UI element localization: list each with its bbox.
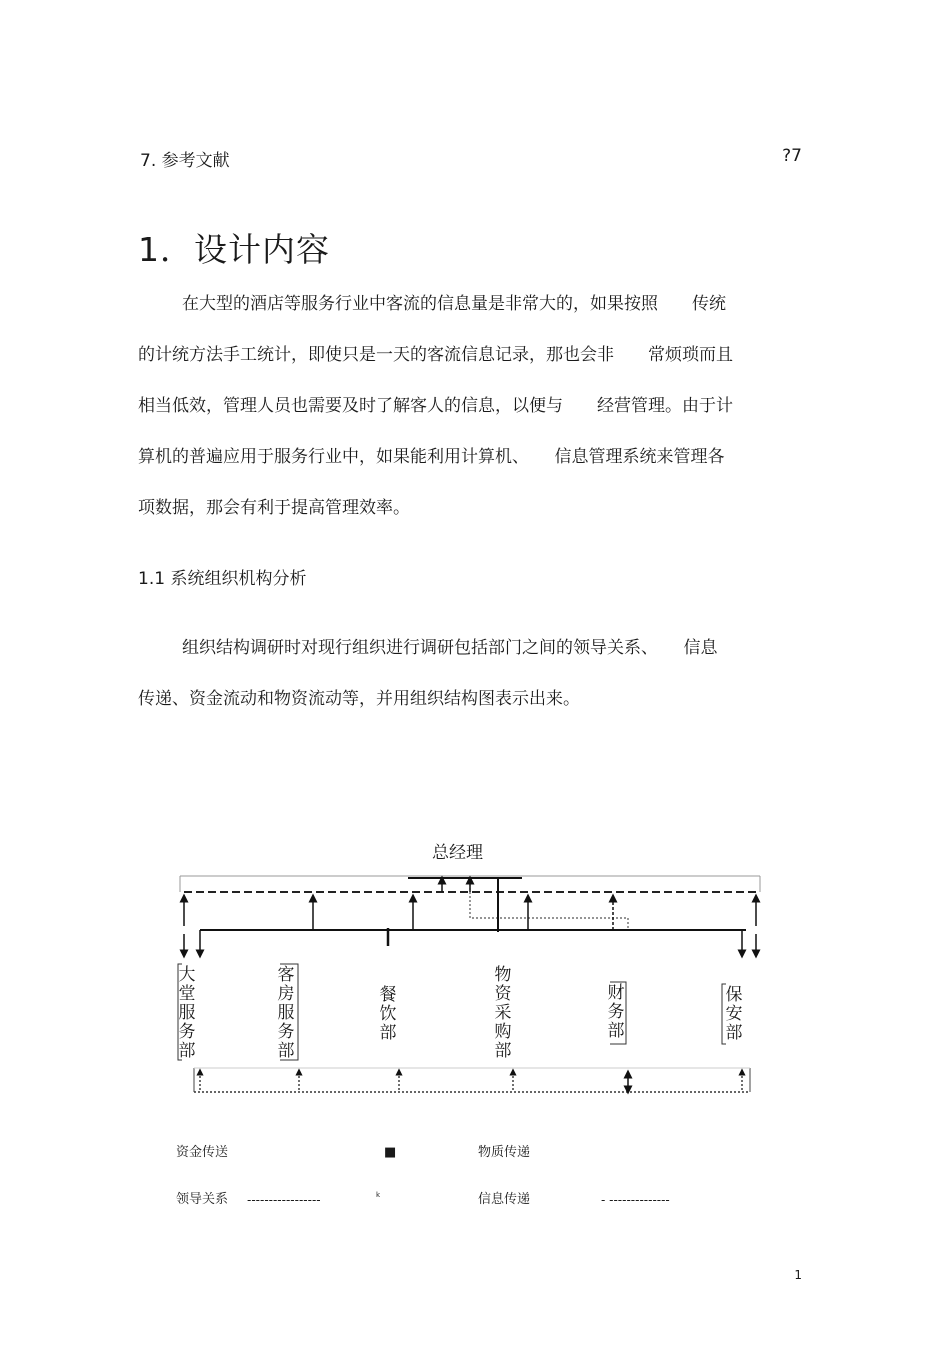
intro-line-4: 算机的普遍应用于服务行业中，如果能利用计算机、 信息管理系统来管理各 [138,447,725,467]
dept-security: 保安部 [725,985,743,1043]
toc-title: 7. 参考文献 [140,151,230,171]
org-chart-diagram [170,868,770,1100]
subsection-title: 1.1 系统组织机构分析 [138,569,307,589]
toc-entry [140,146,802,170]
dept-finance: 财务部 [607,983,625,1041]
dept-purchasing: 物资采购部 [494,965,512,1061]
toc-page-number: ?7 [782,146,802,166]
legend-money: 资金传送 [176,1145,229,1160]
org-chart-root: 总经理 [432,843,483,863]
dept-catering: 餐饮部 [379,985,397,1043]
page-number: 1 [794,1268,802,1282]
legend-money-marker: ■ [384,1145,397,1160]
legend-info-line: - -------------- [601,1193,670,1207]
legend-leadership-mark: k [376,1191,381,1199]
section-title: 1．设计内容 [138,230,330,269]
dept-lobby-service: 大堂服务部 [178,965,196,1061]
legend-material: 物质传递 [478,1145,531,1160]
intro-paragraph [138,279,800,534]
legend-leadership: 领导关系 [176,1192,229,1207]
dept-room-service: 客房服务部 [277,965,295,1061]
intro-line-1: 在大型的酒店等服务行业中客流的信息量是非常大的，如果按照 传统 [182,294,726,314]
legend-leadership-line: ----------------- [247,1193,321,1207]
org-paragraph [138,623,800,725]
intro-line-2: 的计统方法手工统计，即使只是一天的客流信息记录，那也会非 常烦琐而且 [138,345,733,365]
legend-info: 信息传递 [478,1192,531,1207]
org-line-1: 组织结构调研时对现行组织进行调研包括部门之间的领导关系、 信息 [182,638,718,658]
org-line-2: 传递、资金流动和物资流动等，并用组织结构图表示出来。 [138,689,580,709]
intro-line-3: 相当低效，管理人员也需要及时了解客人的信息，以便与 经营管理。由于计 [138,396,733,416]
intro-line-5: 项数据，那会有利于提高管理效率。 [138,498,410,518]
